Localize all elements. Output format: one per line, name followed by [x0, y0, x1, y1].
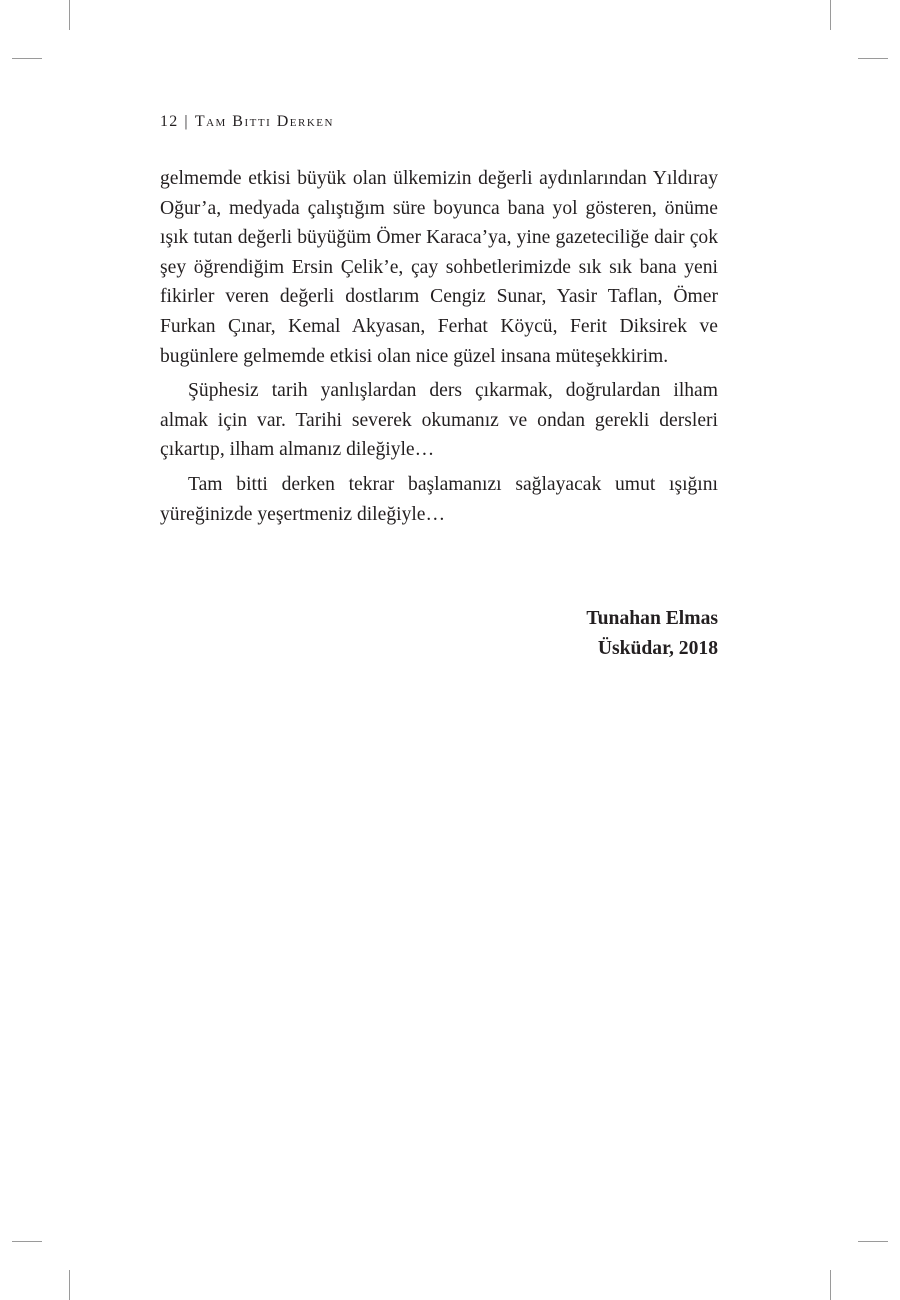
book-title: Tam Bitti Derken: [194, 113, 334, 130]
paragraph-1: gelmemde etkisi büyük olan ülkemizin değerli aydınlarından Yıldıray Oğur’a, medyada çalıştığım süre boyunca bana yol gösteren, önüme ışık tutan değerli büyüğüm Ömer Karaca’ya, yine gazeteciliğe dair çok şey öğrendiğim Ersin Çelik’e, çay sohbetlerimizde sık sık bana yeni fikirler veren değerli dostlarım Cengiz Sunar, Yasir Taflan, Ömer Furkan Çınar, Kemal Akyasan, Ferhat Köycü, Ferit Diksirek ve bugünlere gelmemde etkisi olan nice güzel insana müteşekkirim.: [160, 168, 718, 367]
paragraph-3: Tam bitti derken tekrar başlamanızı sağlayacak umut ışığını yüreğinizde yeşertmeniz dileğiyle…: [160, 473, 718, 525]
signature-block: [586, 604, 718, 664]
crop-mark-top-right-horizontal: [858, 58, 888, 59]
author-name: Tunahan Elmas: [586, 608, 718, 629]
body-text: [160, 164, 718, 529]
crop-mark-top-left-horizontal: [12, 58, 42, 59]
paragraph-2: Şüphesiz tarih yanlışlardan ders çıkarmak, doğrulardan ilham almak için var. Tarihi severek okumanız ve ondan gerekli dersleri çıkartıp, ilham almanız dileğiyle…: [160, 380, 718, 461]
crop-mark-bottom-right-horizontal: [858, 1241, 888, 1242]
running-head: [160, 113, 334, 131]
crop-mark-top-right-vertical: [830, 0, 831, 30]
place-date: Üsküdar, 2018: [597, 638, 718, 659]
page-number: 12: [160, 113, 179, 130]
crop-mark-bottom-right-vertical: [830, 1270, 831, 1300]
header-separator: |: [184, 113, 189, 130]
crop-mark-bottom-left-vertical: [69, 1270, 70, 1300]
crop-mark-bottom-left-horizontal: [12, 1241, 42, 1242]
crop-mark-top-left-vertical: [69, 0, 70, 30]
